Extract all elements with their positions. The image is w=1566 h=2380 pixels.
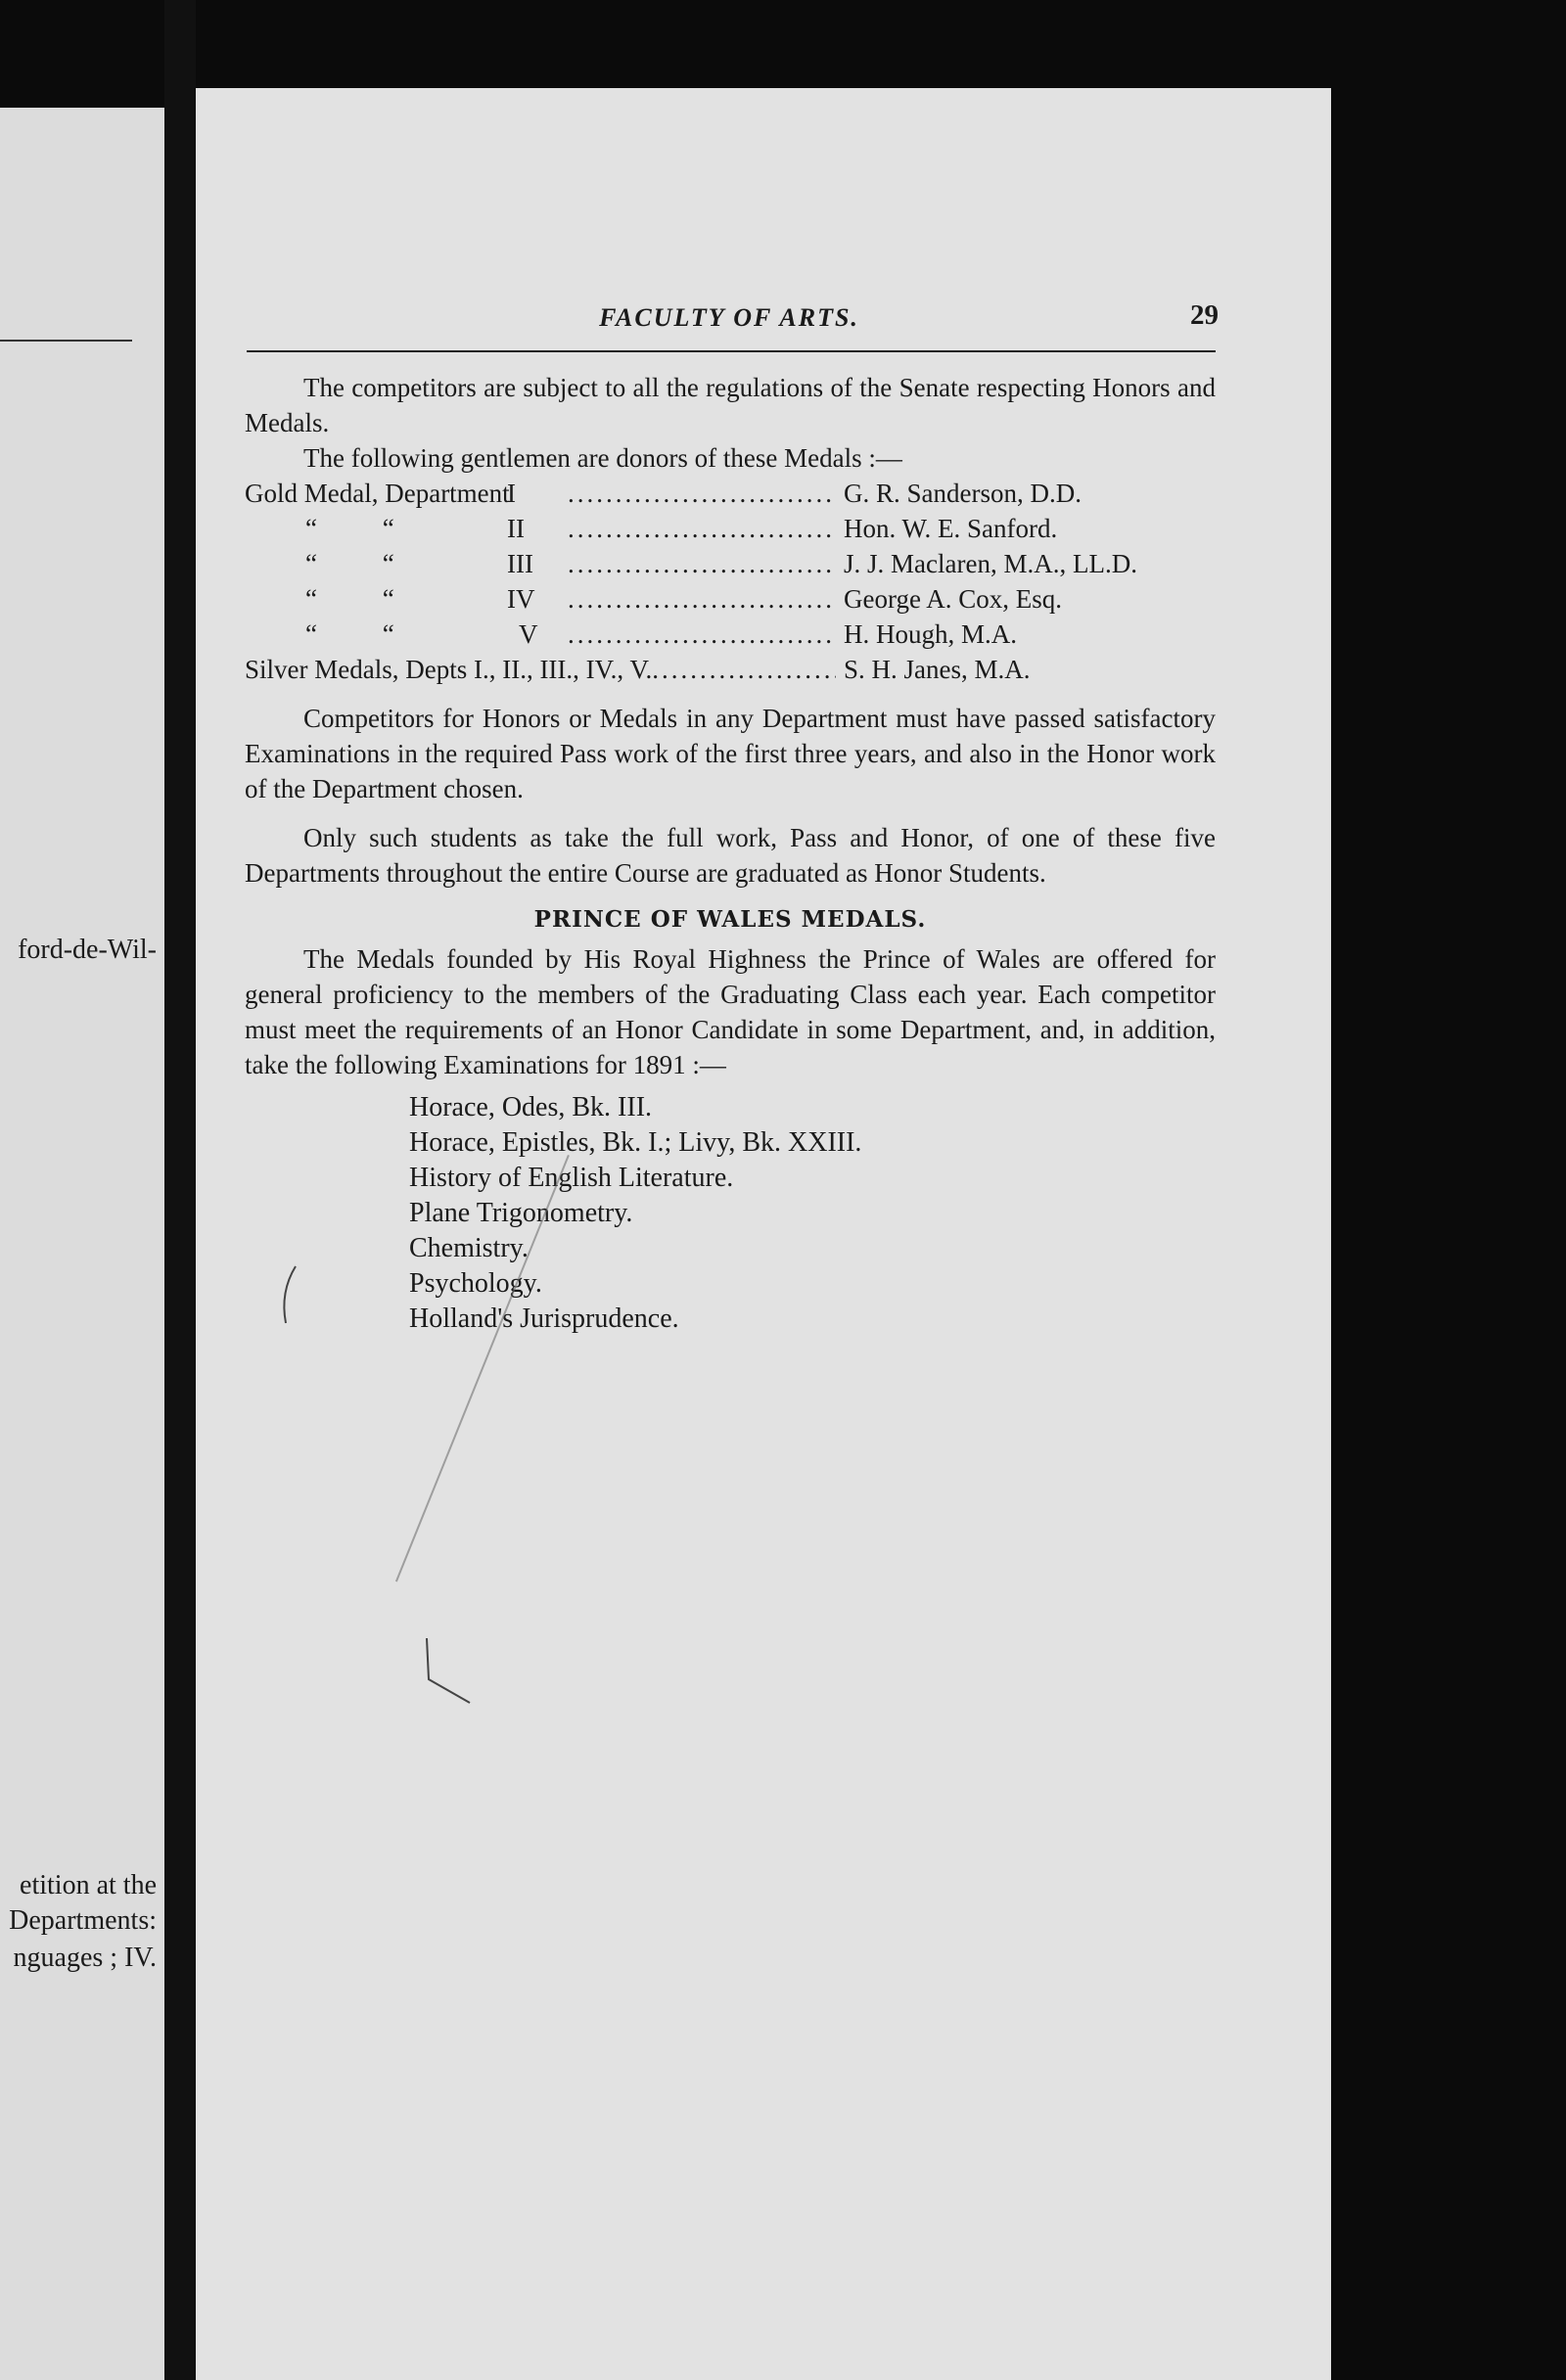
donor-row-prefix: “ “: [305, 619, 394, 649]
facing-page-fragment: nguages ; IV.: [13, 1943, 157, 1973]
list-item: Horace, Epistles, Bk. I.; Livy, Bk. XXIII.: [409, 1127, 862, 1158]
facing-page-fragment: Departments:: [9, 1905, 157, 1936]
list-item: Chemistry.: [409, 1233, 529, 1263]
list-item: Psychology.: [409, 1268, 542, 1299]
competitors-paragraph: Competitors for Honors or Medals in any Department must have passed satisfactory Examinations in the required Pass work of the first three years, and also in the Honor work of the Department chosen.: [245, 704, 1216, 803]
donor-list: [245, 476, 1216, 687]
donor-row-prefix: “ “: [305, 549, 394, 578]
department-numeral: I: [507, 479, 516, 508]
donors-intro: The following gentlemen are donors of these Medals :—: [303, 443, 902, 473]
regulations-paragraph: The competitors are subject to all the regulations of the Senate respecting Honors and Medals.: [245, 373, 1216, 437]
running-title: FACULTY OF ARTS.: [599, 303, 859, 332]
page-header: [240, 299, 1219, 337]
donor-name: S. H. Janes, M.A.: [844, 655, 1031, 684]
document-page: [196, 88, 1331, 2380]
donor-row-silver: [245, 652, 1216, 687]
donor-name: J. J. Maclaren, M.A., LL.D.: [844, 549, 1137, 578]
donor-name: G. R. Sanderson, D.D.: [844, 479, 1082, 508]
page-body: [245, 370, 1216, 1337]
department-numeral: II: [507, 514, 525, 543]
section-heading: PRINCE OF WALES MEDALS.: [533, 906, 927, 933]
department-numeral: V: [519, 619, 538, 649]
facing-page: [0, 108, 164, 2380]
donor-name: George A. Cox, Esq.: [844, 584, 1062, 614]
pencil-mark: [421, 1634, 480, 1713]
leader-dots: [652, 652, 836, 687]
page-number: 29: [1190, 299, 1219, 331]
donor-row-prefix: Gold Medal, Department: [245, 479, 510, 508]
leader-dots: [568, 546, 836, 581]
examination-list: [409, 1090, 1216, 1337]
donor-row: [245, 581, 1216, 617]
department-numeral: III: [507, 549, 533, 578]
facing-page-rule: [0, 340, 132, 342]
leader-dots: [568, 476, 836, 511]
donor-row: [245, 546, 1216, 581]
donor-row: [245, 476, 1216, 511]
donor-name: H. Hough, M.A.: [844, 619, 1018, 649]
list-item: Horace, Odes, Bk. III.: [409, 1092, 653, 1122]
silver-medals-label: Silver Medals, Depts I., II., III., IV., V.: [245, 655, 653, 684]
pencil-mark: [276, 1262, 305, 1331]
donor-row-prefix: “ “: [305, 514, 394, 543]
donor-row: [245, 511, 1216, 546]
facing-page-fragment: ford-de-Wil-: [18, 935, 157, 965]
list-item: Holland's Jurisprudence.: [409, 1304, 679, 1334]
facing-page-fragment: etition at the: [20, 1870, 157, 1900]
leader-dots: [568, 617, 836, 652]
donor-name: Hon. W. E. Sanford.: [844, 514, 1058, 543]
leader-dots: [568, 581, 836, 617]
leader-dots: [568, 511, 836, 546]
list-item: Plane Trigonometry.: [409, 1198, 633, 1228]
prince-of-wales-paragraph: The Medals founded by His Royal Highness the Prince of Wales are offered for general proficiency to the members of the Graduating Class each year. Each competitor must meet the requirements of an Honor Candidate in some Department, and, in addition, take the following Examinations for 1891 :—: [245, 944, 1216, 1079]
donor-row-prefix: “ “: [305, 584, 394, 614]
department-numeral: IV: [507, 584, 535, 614]
book-gutter: [164, 0, 196, 2380]
list-item: History of English Literature.: [409, 1163, 734, 1193]
students-paragraph: Only such students as take the full work, Pass and Honor, of one of these five Departments throughout the entire Course are graduated as Honor Students.: [245, 823, 1216, 888]
header-rule: [247, 350, 1216, 352]
donor-row: [245, 617, 1216, 652]
